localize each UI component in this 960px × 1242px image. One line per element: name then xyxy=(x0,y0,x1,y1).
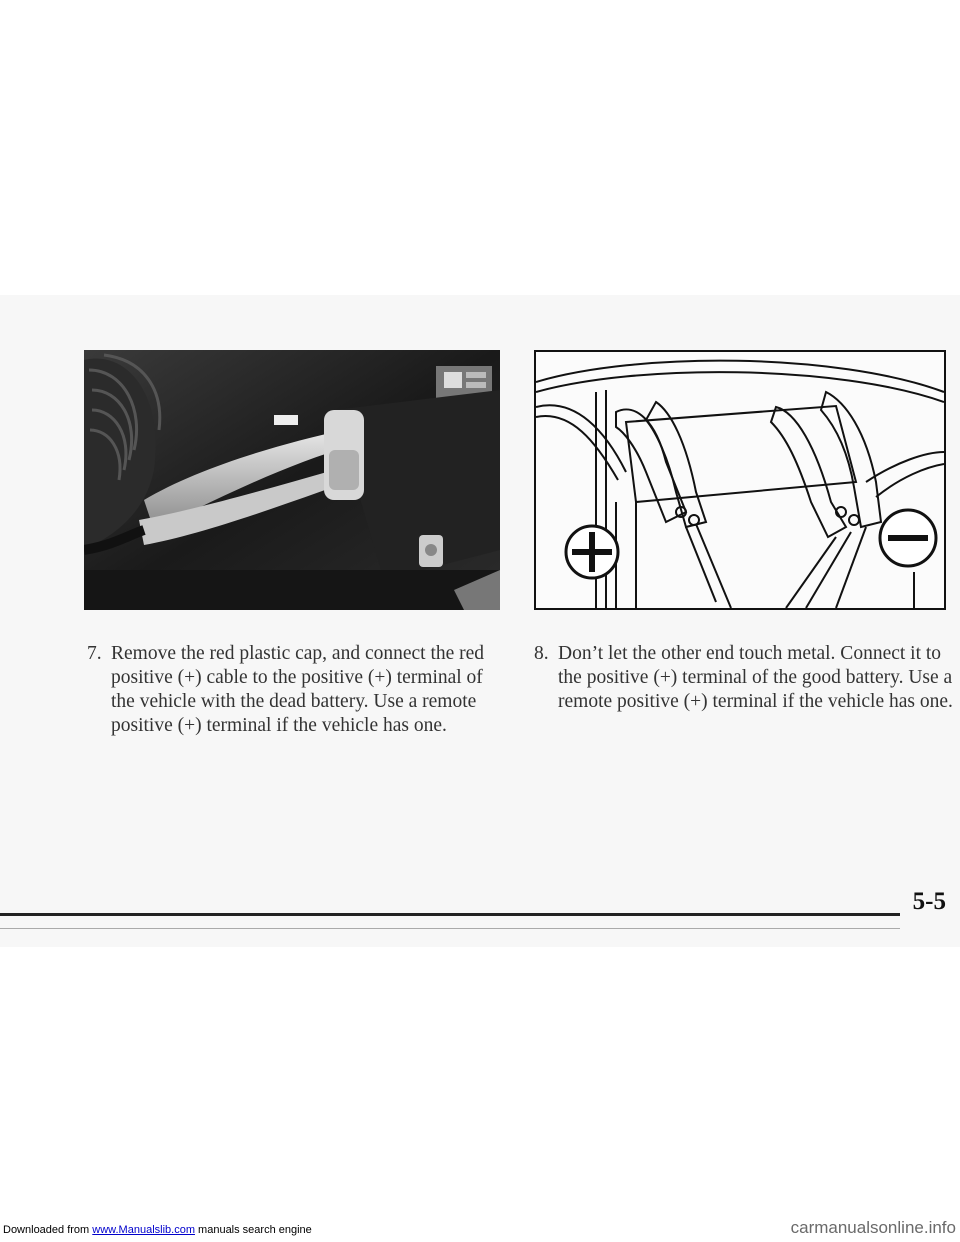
jumper-clamp-diagram xyxy=(534,350,946,610)
step-text: Don’t let the other end touch metal. Connect it to the positive (+) terminal of the good battery. Use a remote positive (+) terminal if the vehicle has one. xyxy=(558,643,953,712)
footer-suffix: manuals search engine xyxy=(198,1224,312,1236)
battery-clamp-photo xyxy=(84,350,500,610)
plus-icon xyxy=(566,526,618,578)
step-7 xyxy=(87,642,497,738)
watermark-text: carmanualsonline.info xyxy=(790,1218,956,1237)
footer-prefix: Downloaded from xyxy=(3,1224,90,1236)
page-number: 5-5 xyxy=(912,888,946,915)
manualslib-link[interactable]: www.Manualslib.com xyxy=(92,1224,195,1236)
step-8 xyxy=(534,642,954,714)
step-text: Remove the red plastic cap, and connect the red positive (+) cable to the positive (+) terminal of the vehicle with the dead battery. Use a remote positive (+) terminal if the vehicle has one. xyxy=(111,643,485,736)
footer-rule-thick xyxy=(0,913,900,916)
minus-icon xyxy=(880,510,936,566)
download-footer xyxy=(3,1224,312,1236)
step-number: 7. xyxy=(87,643,102,664)
step-number: 8. xyxy=(534,643,549,664)
footer-rule-thin xyxy=(0,928,900,929)
